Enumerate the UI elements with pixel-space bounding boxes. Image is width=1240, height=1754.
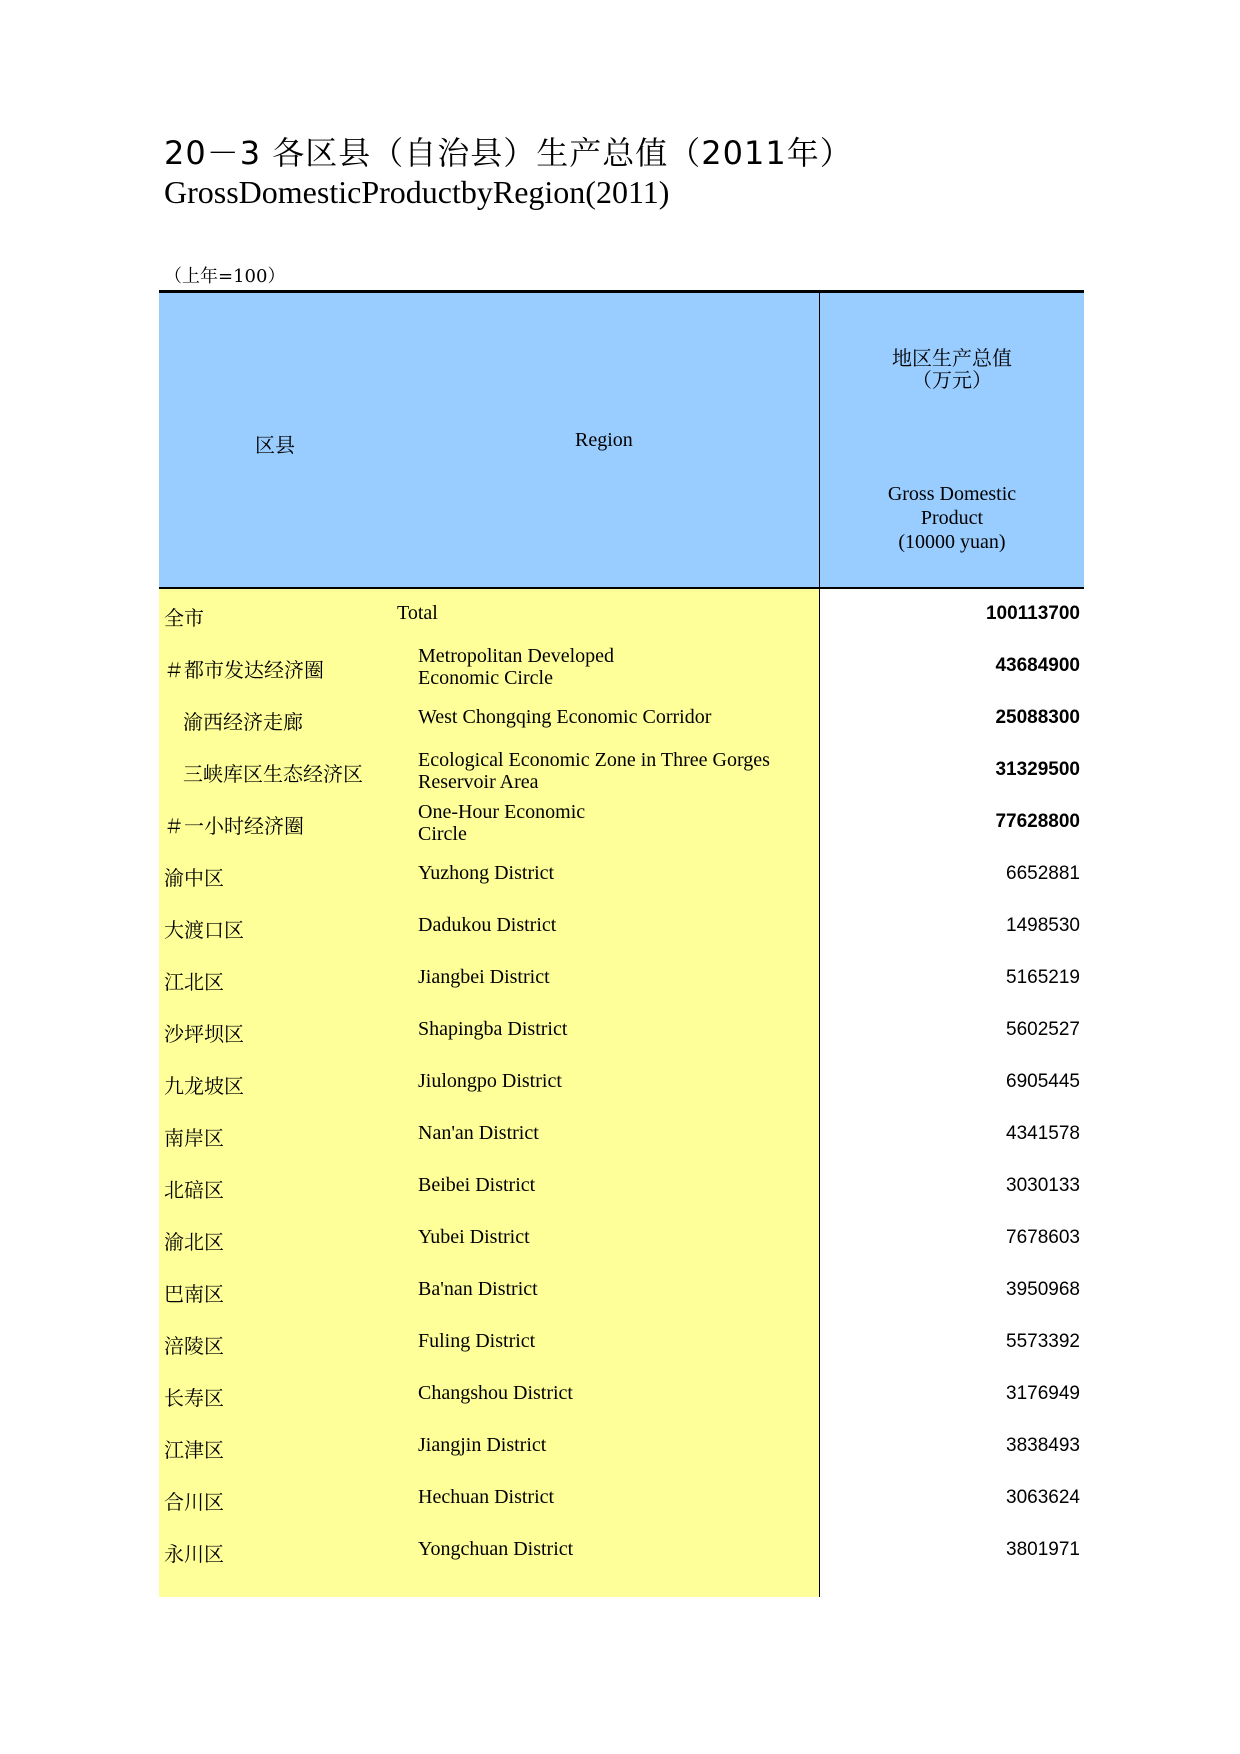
table-body (159, 589, 1084, 1597)
region-en: Jiangbei District (418, 966, 550, 988)
region-en: Yongchuan District (418, 1538, 574, 1560)
unit-note: （上年=100） (164, 266, 286, 287)
table-row (820, 901, 1084, 953)
region-cn: 大渡口区 (164, 918, 244, 942)
header-gdp-en-line3: (10000 yuan) (898, 531, 1006, 553)
table-row (820, 797, 1084, 849)
region-cn: 三峡库区生态经济区 (183, 762, 363, 786)
header-gdp-en-line1: Gross Domestic (887, 483, 1017, 505)
region-cn: 涪陵区 (164, 1334, 224, 1358)
gdp-value: 5602527 (1006, 1019, 1080, 1040)
table-row (159, 1421, 819, 1473)
region-cn: 南岸区 (164, 1126, 224, 1150)
table-row (159, 1265, 819, 1317)
table-row (159, 745, 819, 797)
table-row (820, 1369, 1084, 1421)
table-row (159, 797, 819, 849)
region-cn: 渝北区 (164, 1230, 224, 1254)
table-row (820, 1473, 1084, 1525)
gdp-value: 3838493 (1006, 1435, 1080, 1456)
region-cn: 渝西经济走廊 (183, 710, 303, 734)
header-gdp-en-line2: Product (920, 507, 984, 529)
region-en: Jiangjin District (418, 1434, 547, 1456)
header-region-en: Region (575, 429, 633, 451)
region-en: Shapingba District (418, 1018, 568, 1040)
table-row (159, 1057, 819, 1109)
region-en: Hechuan District (418, 1486, 555, 1508)
table-row (159, 953, 819, 1005)
page-title-chinese: 20－3 各区县（自治县）生产总值（2011年） (164, 134, 853, 172)
table-header (159, 293, 1084, 589)
region-en: Fuling District (418, 1330, 536, 1352)
gdp-value: 31329500 (995, 759, 1080, 780)
gdp-value: 3801971 (1006, 1539, 1080, 1560)
gdp-value: 3176949 (1006, 1383, 1080, 1404)
gdp-value: 25088300 (995, 707, 1080, 728)
table-row (820, 1421, 1084, 1473)
region-en: One-Hour Economic Circle (418, 801, 586, 845)
table-row (159, 1369, 819, 1421)
region-en: Metropolitan Developed Economic Circle (418, 645, 615, 689)
table-row (820, 1109, 1084, 1161)
region-cn: 渝中区 (164, 866, 224, 890)
region-en: West Chongqing Economic Corridor (418, 706, 712, 728)
gdp-value: 3063624 (1006, 1487, 1080, 1508)
table-row (159, 1473, 819, 1525)
table-row (159, 1213, 819, 1265)
table-row (159, 1525, 819, 1577)
region-en: Dadukou District (418, 914, 557, 936)
table-row (820, 1005, 1084, 1057)
region-cn: 沙坪坝区 (164, 1022, 244, 1046)
gdp-value: 77628800 (995, 811, 1080, 832)
region-cn: 合川区 (164, 1490, 224, 1514)
gdp-value: 100113700 (985, 603, 1080, 624)
region-en: Beibei District (418, 1174, 536, 1196)
gdp-value: 6905445 (1006, 1071, 1080, 1092)
gdp-value: 1498530 (1006, 915, 1080, 936)
gdp-value: 5165219 (1006, 967, 1080, 988)
region-cn: 江津区 (164, 1438, 224, 1462)
page-title-english: GrossDomesticProductbyRegion(2011) (164, 174, 670, 210)
region-en: Changshou District (418, 1382, 573, 1404)
table-row (820, 1317, 1084, 1369)
table-row (820, 1057, 1084, 1109)
table-row (159, 1161, 819, 1213)
table-row (159, 1005, 819, 1057)
region-cn: 九龙坡区 (164, 1074, 244, 1098)
region-cn: 全市 (164, 606, 204, 630)
region-en: Nan'an District (418, 1122, 539, 1144)
region-cn: ＃一小时经济圈 (164, 814, 304, 838)
region-cn: 江北区 (164, 970, 224, 994)
header-region-cell (159, 293, 820, 587)
region-en: Jiulongpo District (418, 1070, 562, 1092)
table-row (159, 641, 819, 693)
column-bottom-padding (159, 1577, 819, 1597)
region-en: Total (397, 602, 438, 624)
table-row (159, 589, 819, 641)
table-row (820, 641, 1084, 693)
region-cn: ＃都市发达经济圈 (164, 658, 324, 682)
gdp-value: 3950968 (1006, 1279, 1080, 1300)
gdp-column (820, 589, 1084, 1597)
region-cn: 北碚区 (164, 1178, 224, 1202)
table-row (820, 693, 1084, 745)
table-row (820, 745, 1084, 797)
region-column (159, 589, 820, 1597)
gdp-value: 6652881 (1006, 863, 1080, 884)
table-row (820, 1525, 1084, 1577)
region-cn: 长寿区 (164, 1386, 224, 1410)
table-row (820, 849, 1084, 901)
gdp-value: 3030133 (1006, 1175, 1080, 1196)
gdp-table (159, 290, 1084, 1597)
gdp-value: 4341578 (1006, 1123, 1080, 1144)
header-gdp-cn-line1: 地区生产总值 (892, 346, 1012, 370)
table-row (820, 953, 1084, 1005)
gdp-value: 43684900 (995, 655, 1080, 676)
table-row (159, 849, 819, 901)
gdp-value: 7678603 (1006, 1227, 1080, 1248)
table-row (820, 1161, 1084, 1213)
header-region-cn: 区县 (255, 433, 295, 457)
table-row (159, 1109, 819, 1161)
header-gdp-en (820, 482, 1084, 554)
header-gdp-cn (820, 347, 1084, 391)
table-row (820, 589, 1084, 641)
region-en: Yuzhong District (418, 862, 555, 884)
region-cn: 巴南区 (164, 1282, 224, 1306)
table-row (159, 693, 819, 745)
region-en: Ba'nan District (418, 1278, 538, 1300)
gdp-value: 5573392 (1006, 1331, 1080, 1352)
table-row (159, 1317, 819, 1369)
header-gdp-cell (820, 293, 1084, 587)
table-row (820, 1265, 1084, 1317)
region-en: Ecological Economic Zone in Three Gorges Reservoir Area (418, 749, 770, 793)
header-gdp-cn-line2: （万元） (912, 368, 992, 392)
region-cn: 永川区 (164, 1542, 224, 1566)
table-row (820, 1213, 1084, 1265)
region-en: Yubei District (418, 1226, 530, 1248)
table-row (159, 901, 819, 953)
